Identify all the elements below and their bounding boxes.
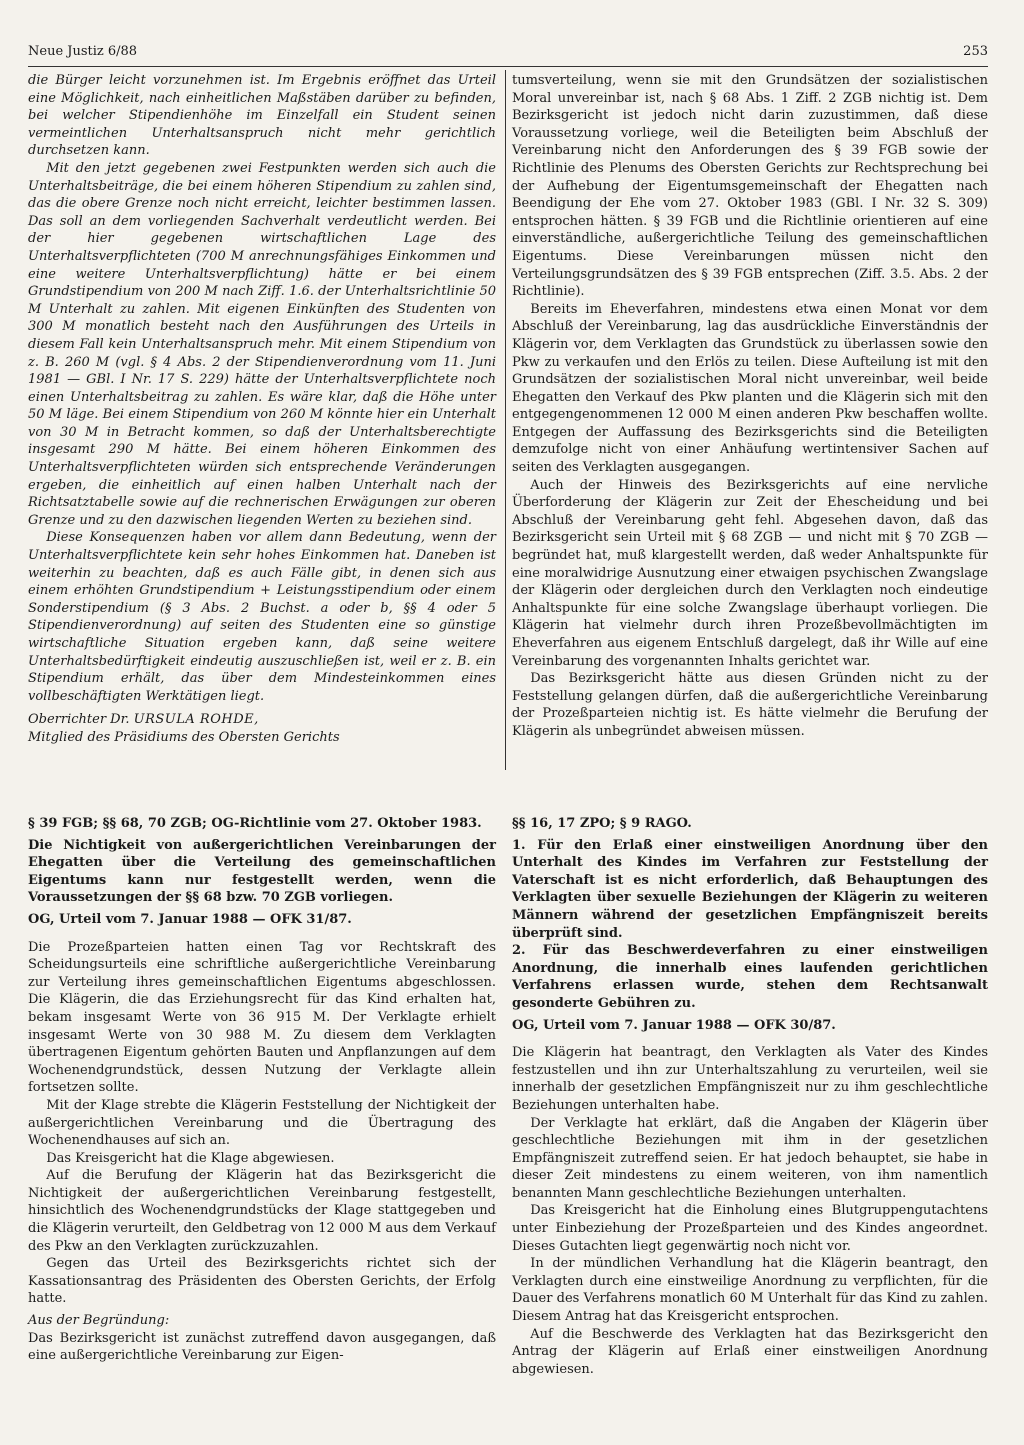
headnote: Die Nichtigkeit von außergerichtlichen Vereinbarungen der Ehegatten über die Verteilung des gemeinschaftlichen Eigentums kann nur festgestellt werden, wenn die Voraussetzungen der §§ 68 bzw. 70 ZGB vorliegen. (28, 837, 496, 906)
decision-head (28, 815, 496, 929)
paragraph: Bereits im Eheverfahren, mindestens etwa einen Monat vor dem Abschluß der Vereinbarung, lag das ausdrückliche Einverständnis der Klägerin vor, dem Verklagten das Grundstück zu überlassen sowie den Pkw zu verkaufen und den Erlös zu teilen. Diese Aufteilung ist mit den Grundsätzen der sozialistischen Moral nicht unvereinbar, weil beide Ehegatten den Verkauf des Pkw planten und die Klägerin sich mit den entgegengenommenen 12 000 M einen anderen Pkw beschaffen wollte. Entgegen der Auffassung des Bezirksgerichts sind die Beteiligten demzufolge nicht von einer Anhäufung wertintensiver Sachen auf seiten des Verklagten ausgegangen. (512, 301, 988, 476)
paragraph: Das Kreisgericht hat die Klage abgewiesen. (46, 1150, 335, 1166)
paragraph: die Bürger leicht vorzunehmen ist. Im Ergebnis eröffnet das Urteil eine Möglichkeit, nach einheitlichen Maßstäben darüber zu befinden, bei welcher Stipendienhöhe im Einzelfall ein Student seinen vermeintlichen Unterhaltsanspruch nicht mehr gerichtlich durchsetzen kann. (28, 73, 496, 159)
paragraph: Die Klägerin hat beantragt, den Verklagten als Vater des Kindes festzustellen und ihn zur Unterhaltszahlung zu verurteilen, weil sie innerhalb der gesetzlichen Empfängniszeit nur zu ihm geschlechtliche Beziehungen unterhalten habe. (512, 1045, 988, 1113)
paragraph: Auf die Beschwerde des Verklagten hat das Bezirksgericht den Antrag der Klägerin auf Erlaß einer einstweiligen Anordnung abgewiesen. (512, 1326, 988, 1377)
paragraph: Diese Konsequenzen haben vor allem dann Bedeutung, wenn der Unterhaltsverpflichtete kein sehr hohes Einkommen hat. Daneben ist weiterhin zu beachten, daß es auch Fälle gibt, in denen sich aus einem erhöhten Grundstipendium + Leistungsstipendium oder einem Sonderstipendium (§ 3 Abs. 2 Buchst. a oder b, §§ 4 oder 5 Stipendienverordnung) auf seiten des Studenten eine so günstige wirtschaftliche Situation ergeben kann, daß seine weitere Unterhaltsbedürftigkeit eindeutig auszuschließen ist, weil er z. B. ein Stipendium erhält, das über dem Mindesteinkommen eines vollbeschäftigten Werktätigen liegt. (28, 530, 496, 704)
paragraph: Das Bezirksgericht ist zunächst zutreffend davon ausgegangen, daß eine außergerichtliche Vereinbarung zur Eigen- (28, 1330, 496, 1364)
paragraph: Der Verklagte hat erklärt, daß die Angaben der Klägerin über geschlechtliche Beziehungen mit ihm in der gesetzlichen Empfängniszeit zutreffend seien. Er hat jedoch behauptet, sie habe in dieser Zeit mindestens zu einem weiteren, von ihm namentlich benannten Mann geschlechtliche Beziehungen unterhalten. (512, 1115, 988, 1201)
court-reference: OG, Urteil vom 7. Januar 1988 — OFK 30/87. (512, 1017, 836, 1033)
paragraph: Das Kreisgericht hat die Einholung eines Blutgruppengutachtens unter Einbeziehung der Prozeßparteien und des Kindes angeordnet. Dieses Gutachten liegt gegenwärtig noch nicht vor. (512, 1203, 988, 1254)
header-rule (28, 66, 988, 67)
signature-line-2: Mitglied des Präsidiums des Obersten Gerichts (28, 729, 340, 745)
column-divider (505, 70, 506, 770)
reasons-heading: Aus der Begründung: (28, 1313, 170, 1329)
journal-title: Neue Justiz 6/88 (28, 44, 138, 59)
legal-citation: §§ 16, 17 ZPO; § 9 RAGO. (512, 816, 692, 831)
headnote-1: 1. Für den Erlaß einer einstweiligen Anordnung über den Unterhalt des Kindes im Verfahren zur Feststellung der Vaterschaft ist es nicht erforderlich, daß Behauptungen des Verklagten über sexuelle Beziehungen der Klägerin zu weiteren Männern während der gesetzlichen Empfängniszeit bereits überprüft sind. (512, 837, 988, 941)
paragraph: Auch der Hinweis des Bezirksgerichts auf eine nervliche Überforderung der Klägerin zur Zeit der Ehescheidung und bei Abschluß der Vereinbarung geht fehl. Abgesehen davon, daß das Bezirksgericht sein Urteil mit § 68 ZGB — und nicht mit § 70 ZGB — begründet hat, muß klargestellt werden, daß weder Anhaltspunkte für eine moralwidrige Ausnutzung einer etwaigen psychischen Zwangslage der Klägerin oder dergleichen durch den Verklagten noch eindeutige Anhaltspunkte für eine solche Zwangslage überhaupt vorliegen. Die Klägerin hat vielmehr durch ihren Prozeßbevollmächtigten im Eheverfahren aus eigenem Entschluß dargelegt, daß ihr Wille auf eine Vereinbarung des vorgenannten Inhalts gerichtet war. (512, 477, 988, 669)
paragraph: tumsverteilung, wenn sie mit den Grundsätzen der sozialistischen Moral unvereinbar ist, nach § 68 Abs. 1 Ziff. 2 ZGB nichtig ist. Dem Bezirksgericht ist jedoch nicht darin zuzustimmen, daß diese Voraussetzung vorliege, weil die Beteiligten beim Abschluß der Vereinbarung nicht den Anforderungen des § 39 FGB sowie der Richtlinie des Plenums des Obersten Gerichts zur Rechtsprechung bei der Aufhebung der Eigentumsgemeinschaft der Ehegatten nach Beendigung der Ehe vom 27. Oktober 1983 (GBl. I Nr. 32 S. 309) entsprochen hätten. § 39 FGB und die Richtlinie orientieren auf eine einverständliche, außergerichtliche Teilung des gemeinschaftlichen Eigentums. Diese Vereinbarungen müssen nicht den Verteilungsgrundsätzen des § 39 FGB entsprechen (Ziff. 3.5. Abs. 2 der Richtlinie). (512, 73, 988, 300)
article-continuation (28, 72, 496, 747)
paragraph: Auf die Berufung der Klägerin hat das Bezirksgericht die Nichtigkeit der außergerichtlichen Vereinbarung festgestellt, hinsichtlich des Wochenendgrundstücks der Klage stattgegeben und die Klägerin verurteilt, den Geldbetrag von 12 000 M aus dem Verkauf des Pkw an den Verklagten zurückzuzahlen. (28, 1168, 496, 1254)
decision-head (512, 815, 988, 1034)
decision-ofk-30-87 (512, 815, 988, 1378)
decision-continuation (512, 72, 988, 741)
paragraph: Das Bezirksgericht hätte aus diesen Gründen nicht zu der Feststellung gelangen dürfen, daß die außergerichtliche Vereinbarung der Prozeßparteien nichtig ist. Es hätte vielmehr die Berufung der Klägerin als unbegründet abweisen müssen. (512, 671, 988, 739)
author-name: URSULA ROHDE (133, 712, 255, 728)
page-number: 253 (963, 44, 988, 59)
author-signature (28, 711, 496, 746)
paragraph: Gegen das Urteil des Bezirksgerichts richtet sich der Kassationsantrag des Präsidenten des Obersten Gerichts, der Erfolg hatte. (28, 1256, 496, 1307)
paragraph: Mit der Klage strebte die Klägerin Feststellung der Nichtigkeit der außergerichtlichen Vereinbarung und die Übertragung des Wochenendhauses auf sich an. (28, 1097, 496, 1149)
legal-citation: § 39 FGB; §§ 68, 70 ZGB; OG-Richtlinie vom 27. Oktober 1983. (28, 816, 482, 831)
paragraph: Die Prozeßparteien hatten einen Tag vor Rechtskraft des Scheidungsurteils eine schriftliche außergerichtliche Vereinbarung zur Verteilung ihres gemeinschaftlichen Eigentums abgeschlossen. Die Klägerin, die das Erziehungsrecht für das Kind erhalten hat, bekam insgesamt Werte von 36 915 M. Der Verklagte erhielt insgesamt Werte von 30 988 M. Zu diesem dem Verklagten übertragenen Eigentum gehörten Bauten und Anpflanzungen auf dem Wochenendgrundstück, dessen Nutzung der Verklagte allein fortsetzen sollte. (28, 939, 496, 1096)
headnote-2: 2. Für das Beschwerdeverfahren zu einer einstweiligen Anordnung, die innerhalb eines laufenden gerichtlichen Verfahrens erlassen wurde, stehen dem Rechtsanwalt gesonderte Gebühren zu. (512, 943, 988, 1011)
paragraph: In der mündlichen Verhandlung hat die Klägerin beantragt, den Verklagten durch eine einstweilige Anordnung zu verpflichten, für die Dauer des Verfahrens monatlich 60 M Unterhalt für das Kind zu zahlen. Diesem Antrag hat das Kreisgericht entsprochen. (512, 1256, 988, 1325)
court-reference: OG, Urteil vom 7. Januar 1988 — OFK 31/87. (28, 911, 352, 927)
signature-line-1: Oberrichter Dr. URSULA ROHDE, (28, 712, 259, 728)
decision-ofk-31-87 (28, 815, 496, 1365)
paragraph: Mit den jetzt gegebenen zwei Festpunkten werden sich auch die Unterhaltsbeiträge, die bei einem höheren Stipendium zu zahlen sind, das die obere Grenze noch nicht erreicht, leichter bestimmen lassen. Das soll an dem vorliegenden Sachverhalt verdeutlicht werden. Bei der hier gegebenen wirtschaftlichen Lage des Unterhaltsverpflichteten (700 M anrechnungsfähiges Einkommen und eine weitere Unterhaltsverpflichtung) hätte er bei einem Grundstipendium von 200 M nach Ziff. 1.6. der Unterhaltsrichtlinie 50 M Unterhalt zu zahlen. Mit eigenen Einkünften des Studenten von 300 M monatlich besteht nach den Ausführungen des Urteils in diesem Fall kein Unterhaltsanspruch mehr. Mit einem Stipendium von z. B. 260 M (vgl. § 4 Abs. 2 der Stipendienverordnung vom 11. Juni 1981 — GBl. I Nr. 17 S. 229) hätte der Unterhaltsverpflichtete noch einen Unterhaltsbeitrag zu zahlen. Es wäre klar, daß die Höhe unter 50 M läge. Bei einem Stipendium von 260 M könnte hier ein Unterhalt von 30 M in Betracht kommen, so daß der Unterhaltsberechtigte insgesamt 290 M hätte. Bei einem höheren Einkommen des Unterhaltsverpflichteten würden sich entsprechende Veränderungen ergeben, die einheitlich auf einen halben Unterhalt nach der Richtsatztabelle sowie auf die rechnerischen Erwägungen zur oberen Grenze und zu den dazwischen liegenden Werten zu beziehen sind. (28, 160, 496, 528)
